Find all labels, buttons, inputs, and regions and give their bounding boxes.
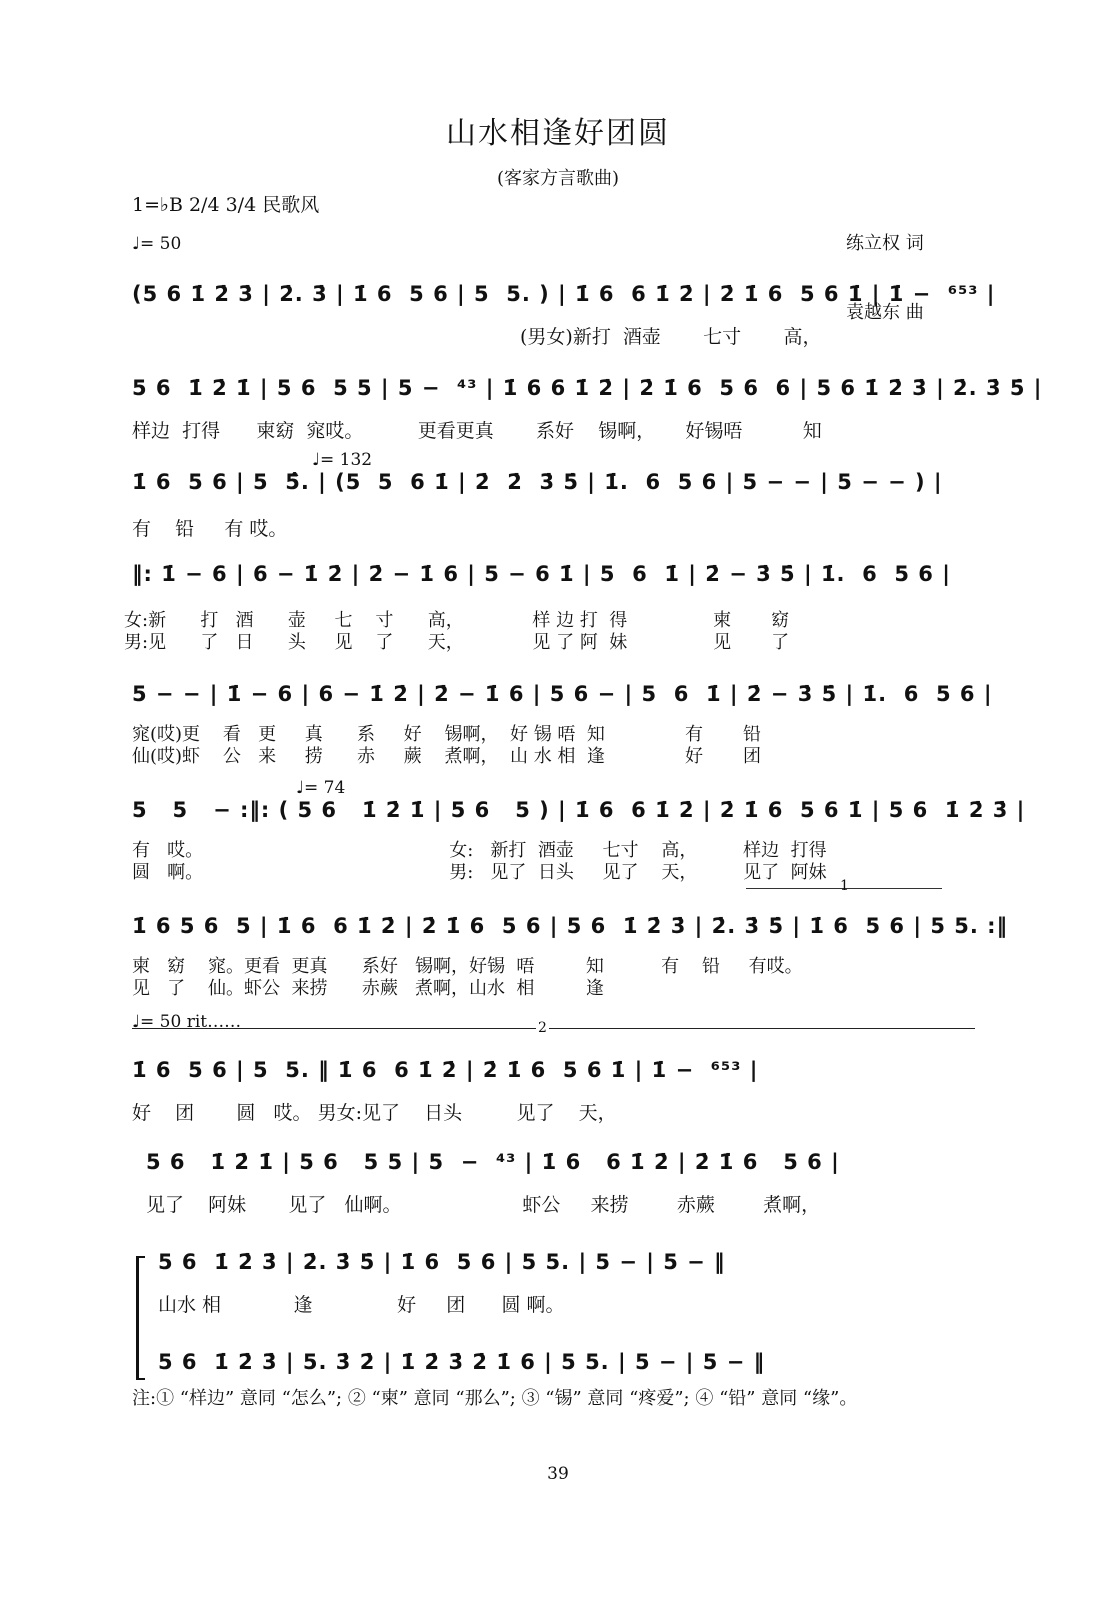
music-line-3: 1̇ 6 5 6 | 5 5̂. | (5 5 6 1̇ | 2̇ 2̇ 3̇ 5̇ | 1̇. 6 5 6 | 5 − − | 5 − − ) |	[132, 470, 943, 494]
tempo-marking: ♩= 132	[312, 450, 373, 470]
tempo-marking: ♩= 50 rit……	[132, 1012, 242, 1032]
lyric-line-9: 见了 阿妹 见了 仙啊。 虾公 来捞 赤蕨 煮啊，	[146, 1194, 821, 1216]
volta-2-label: 2	[538, 1020, 547, 1036]
music-line-2: 5 6 1̇ 2̇ 1̇ | 5 6 5 5 | 5 − ⁴³ | 1̇ 6 6 1̇ 2̇ | 2̇ 1̇ 6 5 6 6 | 5 6 1̇ 2̇ 3̇ | 2̇. 3̇ 5̇ |	[132, 376, 1043, 400]
lyric-line-1: (男女)新打 酒壶 七寸 高，	[520, 326, 822, 348]
lyric-line-5-b: 仙(哎)虾 公 来 捞 赤 蕨 煮啊， 山 水 相 逢 好 团	[132, 746, 762, 767]
music-line-6: 5 5 − :‖: ( 5 6 1̇ 2̇ 1̇ | 5 6 5 ) | 1̇ 6 6 1̇ 2̇ | 2̇ 1̇ 6 5 6 1̇ | 5 6 1̇ 2̇ 3̇ |	[132, 798, 1026, 822]
lyric-line-10: 山水 相 逢 好 团 圆 啊。	[158, 1294, 565, 1316]
volta-1-label: 1	[840, 878, 849, 894]
part-bracket	[136, 1256, 145, 1380]
music-line-4: ‖: 1̇ − 6 | 6 − 1̇ 2̇ | 2̇ − 1̇ 6 | 5 − 6 1̇ | 5 6 1̇ | 2̇ − 3̇ 5̇ | 1̇. 6 5 6 |	[132, 562, 951, 586]
tempo-marking: ♩= 50	[132, 234, 182, 254]
credits	[846, 186, 924, 370]
music-line-9: 5 6 1̇ 2̇ 1̇ | 5 6 5 5 | 5 − ⁴³ | 1̇ 6 6 1̇ 2̇ | 2̇ 1̇ 6 5 6 |	[146, 1150, 840, 1174]
lyric-line-6-a: 有 哎。 女: 新打 酒壶 七寸 高， 样边 打得	[132, 840, 827, 861]
song-title: 山水相逢好团圆	[446, 116, 670, 151]
lyric-line-2: 样边 打得 柬窈 窕哎。 更看更真 系好 锡啊， 好锡唔 知	[132, 420, 822, 442]
music-line-10-upper: 5 6 1̇ 2̇ 3̇ | 2̇. 3̇ 5̇ | 1̇ 6 5 6 | 5 5. | 5 − | 5 − ‖	[158, 1250, 726, 1274]
music-line-10-lower: 5 6 1̇ 2̇ 3̇ | 5. 3̇ 2̇ | 1̇ 2̇ 3̇ 2̇ 1̇ 6 | 5 5. | 5 − | 5 − ‖	[158, 1350, 766, 1374]
music-line-7: 1̇ 6 5 6 5 | 1̇ 6 6 1̇ 2̇ | 2̇ 1̇ 6 5 6 | 5 6 1̇ 2̇ 3̇ | 2̇. 3̇ 5̇ | 1̇ 6 5 6 | 5 5. :‖	[132, 914, 1009, 938]
lyric-line-4-female: 女:新 打 酒 壶 七 寸 高， 样 边 打 得 柬 窈	[124, 610, 790, 631]
lyric-line-4-male: 男:见 了 日 头 见 了 天， 见 了 阿 妹 见 了	[124, 632, 790, 653]
lyricist: 练立权 词	[846, 233, 924, 254]
lyric-line-5-a: 窕(哎)更 看 更 真 系 好 锡啊， 好 锡 唔 知 有 铅	[132, 724, 762, 745]
lyric-line-7-b: 见 了 仙。虾公 来捞 赤蕨 煮啊，山水 相 逢	[132, 978, 604, 999]
key-meter: 1=♭B 2/4 3/4 民歌风	[132, 194, 320, 216]
tempo-marking: ♩= 74	[296, 778, 346, 798]
song-subtitle: (客家方言歌曲)	[496, 168, 620, 189]
lyric-line-3: 有 铅 有 哎。	[132, 518, 288, 540]
lyric-line-8: 好 团 圆 哎。 男女:见了 日头 见了 天，	[132, 1102, 617, 1124]
music-line-1: (5 6 1̇ 2̇ 3̇ | 2̇. 3̇ | 1̇ 6 5 6 | 5 5. ) | 1̇ 6 6 1̇ 2̇ | 2̇ 1̇ 6 5 6 1̇ | 1̇ − ⁶⁵³ |	[132, 282, 996, 306]
composer: 袁越东 曲	[846, 302, 924, 323]
lyric-line-6-b: 圆 啊。 男: 见了 日头 见了 天， 见了 阿妹	[132, 862, 827, 883]
volta-bracket-2	[132, 1028, 975, 1029]
music-line-5: 5 − − | 1̇ − 6 | 6 − 1̇ 2̇ | 2̇ − 1̇ 6 | 5 6 − | 5 6 1̇ | 2̇ − 3̇ 5̇ | 1̇. 6 5 6 |	[132, 682, 993, 706]
lyric-line-7-a: 柬 窈 窕。更看 更真 系好 锡啊，好锡 唔 知 有 铅 有哎。	[132, 956, 803, 977]
page-number: 39	[547, 1464, 569, 1484]
music-line-8: 1̇ 6 5 6 | 5 5. ‖ 1̇ 6 6 1̇ 2̇ | 2̇ 1̇ 6 5 6 1̇ | 1̇ − ⁶⁵³ |	[132, 1058, 759, 1082]
footnote: 注:① “样边” 意同 “怎么”; ② “柬” 意同 “那么”; ③ “锡” 意同 “疼爱”; ④ “铅” 意同 “缘”。	[132, 1388, 858, 1409]
